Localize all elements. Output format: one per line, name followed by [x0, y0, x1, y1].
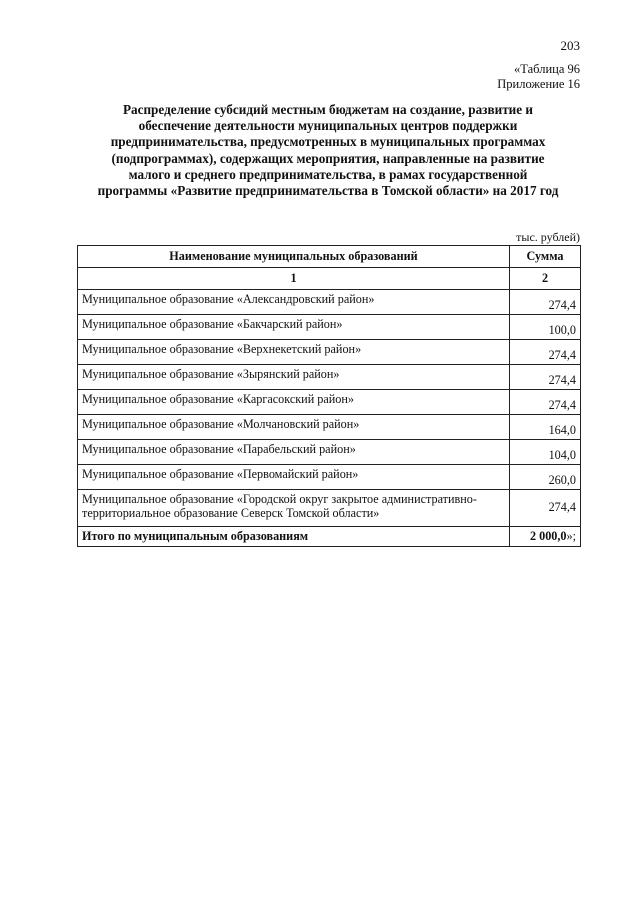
subsidy-amount: 274,4: [510, 365, 581, 390]
municipality-name: Муниципальное образование «Парабельский район»: [78, 440, 510, 465]
subsidy-amount: 274,4: [510, 290, 581, 315]
table-row: [78, 315, 581, 340]
column-number-name: 1: [78, 268, 510, 290]
column-header-name: Наименование муниципальных образований: [78, 246, 510, 268]
municipality-name: Муниципальное образование «Бакчарский район»: [78, 315, 510, 340]
table-reference: [497, 62, 580, 92]
subsidy-amount: 274,4: [510, 390, 581, 415]
total-row: [78, 527, 581, 547]
column-header-amount: Сумма: [510, 246, 581, 268]
title-line: предпринимательства, предусмотренных в муниципальных программах: [110, 134, 546, 150]
municipality-name: Муниципальное образование «Зырянский район»: [78, 365, 510, 390]
total-label: Итого по муниципальным образованиям: [78, 527, 510, 547]
table-row: [78, 365, 581, 390]
column-number-amount: 2: [510, 268, 581, 290]
subsidy-amount: 274,4: [510, 490, 581, 527]
table-row: [78, 465, 581, 490]
municipality-name: Муниципальное образование «Каргасокский район»: [78, 390, 510, 415]
title-line: (подпрограммах), содержащих мероприятия, направленные на развитие: [111, 150, 545, 166]
municipality-name: Муниципальное образование «Александровский район»: [78, 290, 510, 315]
appendix-number: Приложение 16: [497, 77, 580, 91]
subsidy-amount: 260,0: [510, 465, 581, 490]
closing-quote-mark: »;: [566, 529, 576, 543]
table-row: [78, 415, 581, 440]
document-title: [78, 102, 578, 199]
subsidy-amount: 100,0: [510, 315, 581, 340]
units-note: тыс. рублей): [516, 230, 580, 244]
title-line: Распределение субсидий местным бюджетам на создание, развитие и: [122, 102, 534, 117]
table-row: [78, 440, 581, 465]
table-header-row: [78, 246, 581, 268]
title-line: обеспечение деятельности муниципальных центров поддержки: [138, 118, 518, 134]
table-row: [78, 490, 581, 527]
title-line: программы «Развитие предпринимательства в Томской области» на 2017 год: [97, 183, 559, 199]
page-number: 203: [560, 38, 580, 53]
column-number-row: [78, 268, 581, 290]
subsidy-amount: 274,4: [510, 340, 581, 365]
table-row: [78, 390, 581, 415]
table-row: [78, 340, 581, 365]
municipality-name: Муниципальное образование «Первомайский район»: [78, 465, 510, 490]
subsidy-amount: 164,0: [510, 415, 581, 440]
total-amount: 2 000,0: [529, 529, 567, 543]
table-row: [78, 290, 581, 315]
table-number: «Таблица 96: [514, 62, 580, 76]
municipality-name: Муниципальное образование «Городской округ закрытое административно-территориальное образование Северск Томской области»: [78, 490, 510, 527]
subsidy-amount: 104,0: [510, 440, 581, 465]
total-amount-cell: [510, 527, 581, 547]
municipality-name: Муниципальное образование «Молчановский район»: [78, 415, 510, 440]
title-line: малого и среднего предпринимательства, в рамах государственной: [128, 166, 528, 182]
subsidy-table: [77, 245, 581, 547]
municipality-name: Муниципальное образование «Верхнекетский район»: [78, 340, 510, 365]
